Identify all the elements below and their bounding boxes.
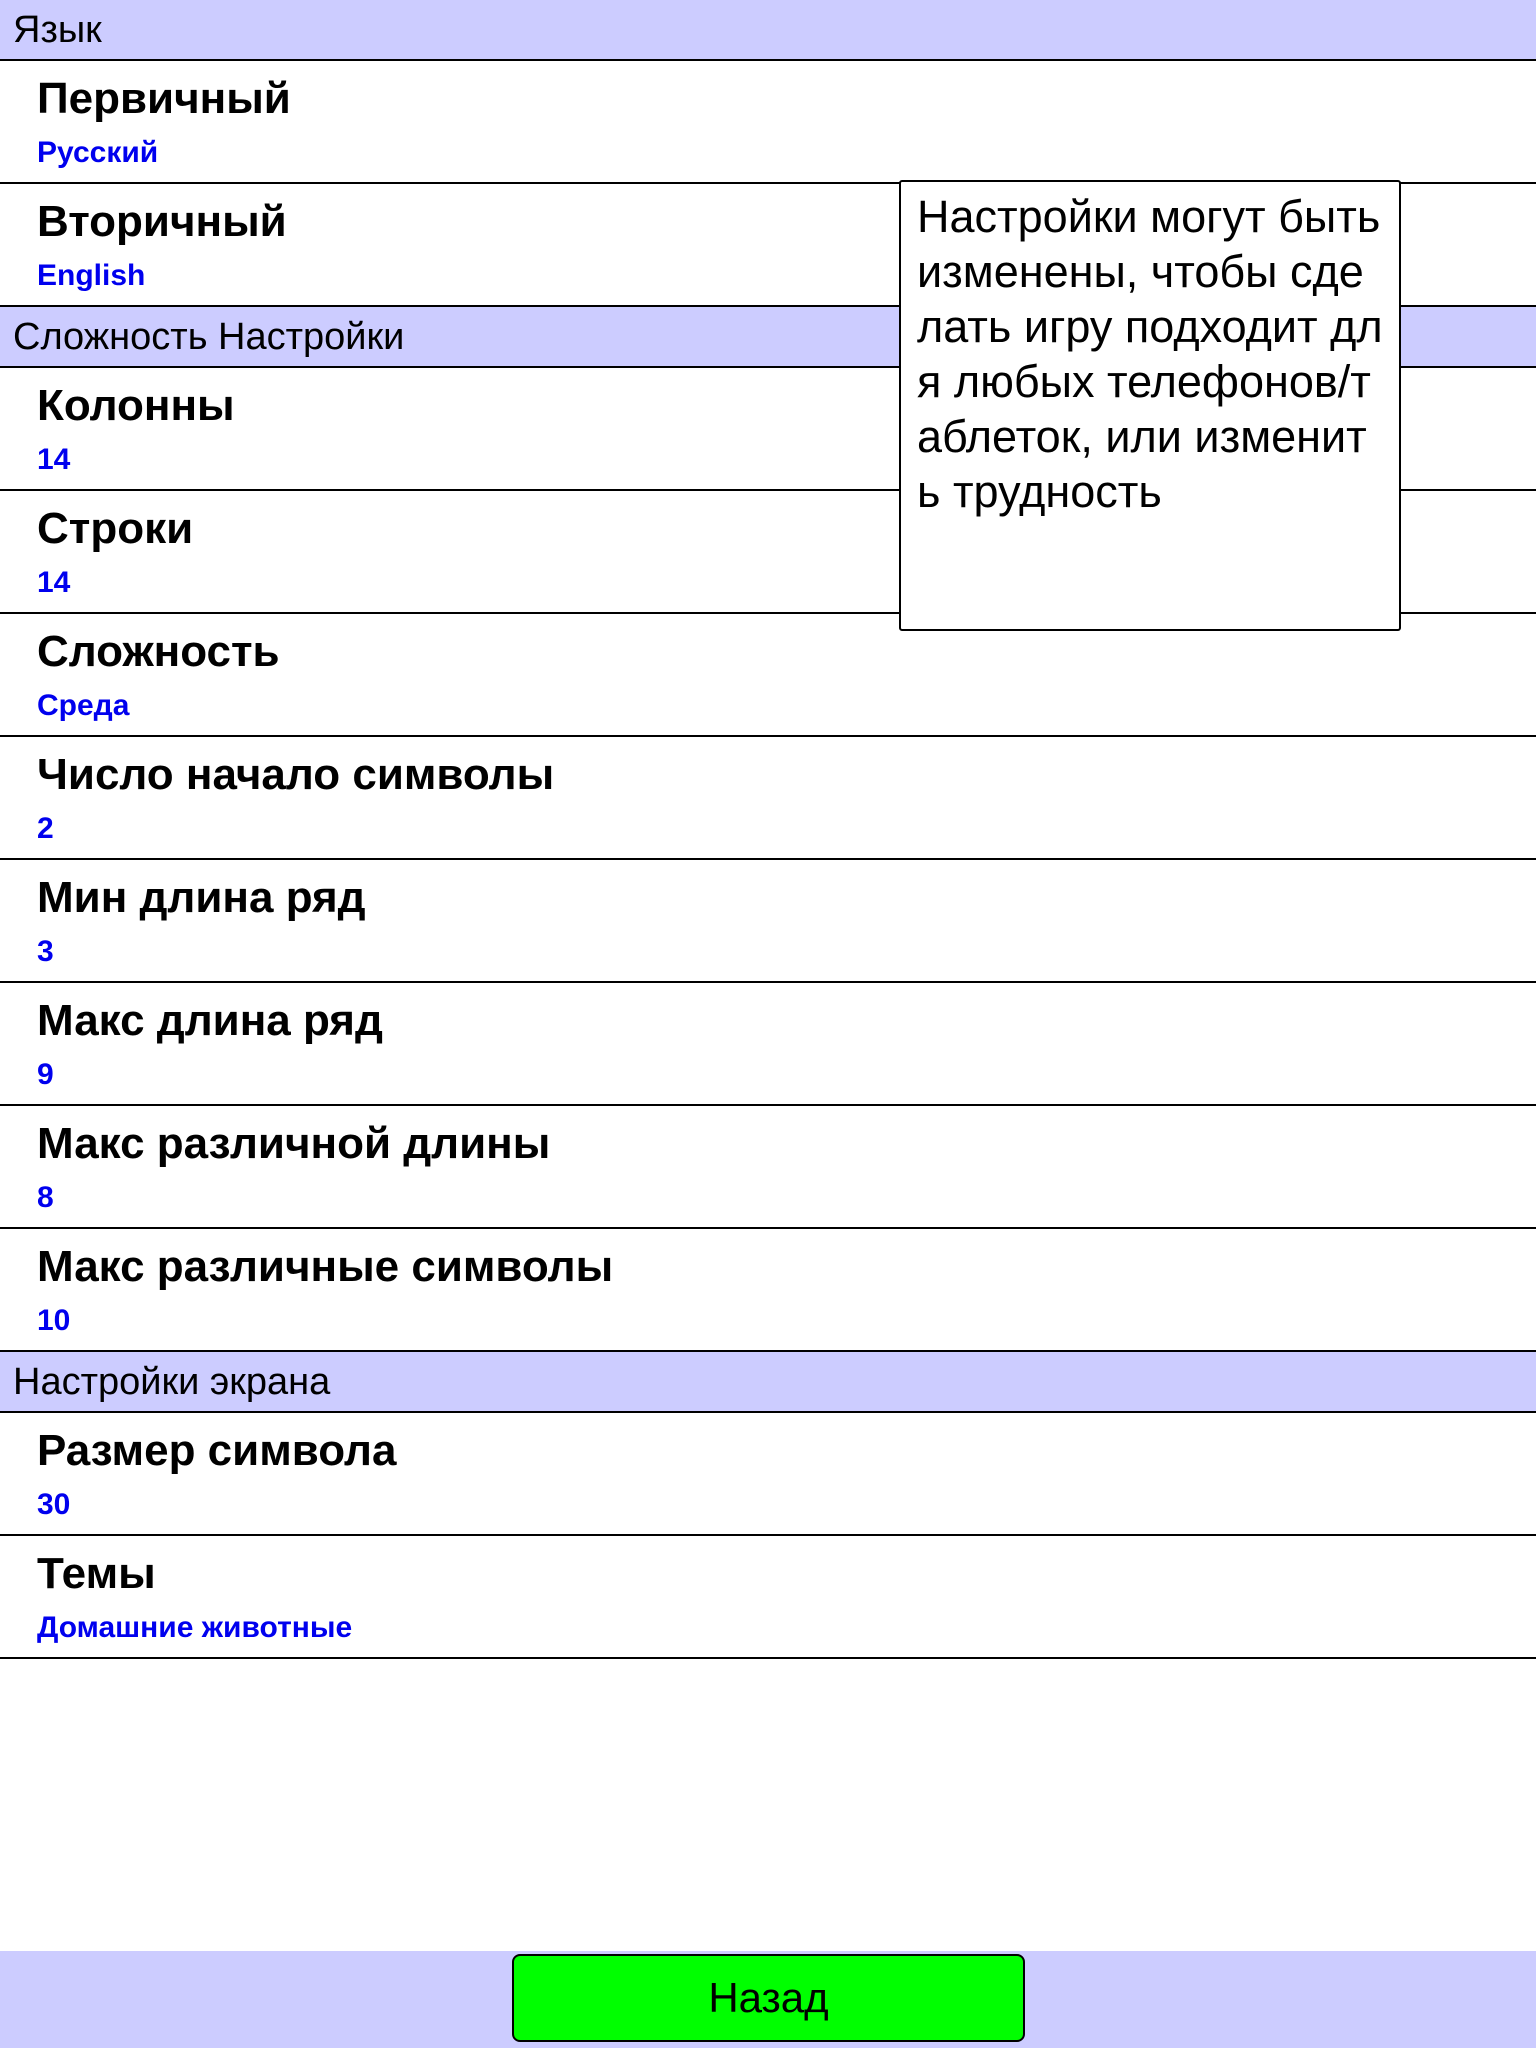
setting-value: Русский	[37, 136, 159, 169]
setting-value: 14	[37, 566, 71, 599]
setting-max-distinct-symbols[interactable]	[0, 1229, 1536, 1352]
setting-value: 3	[37, 935, 54, 968]
setting-title: Темы	[37, 1549, 156, 1598]
back-button[interactable]: Назад	[512, 1954, 1025, 2042]
setting-title: Строки	[37, 504, 194, 553]
setting-title: Первичный	[37, 74, 291, 123]
setting-value: 8	[37, 1181, 54, 1214]
section-header-screen: Настройки экрана	[0, 1352, 1536, 1413]
setting-title: Колонны	[37, 381, 235, 430]
setting-title: Мин длина ряд	[37, 873, 366, 922]
section-header-difficulty: Сложность Настройки	[0, 307, 1536, 368]
bottom-bar	[0, 1951, 1536, 2048]
setting-title: Макс различной длины	[37, 1119, 551, 1168]
setting-title: Число начало символы	[37, 750, 555, 799]
setting-max-row-length[interactable]	[0, 983, 1536, 1106]
setting-value: 10	[37, 1304, 71, 1337]
setting-title: Размер символа	[37, 1426, 397, 1475]
setting-value: 2	[37, 812, 54, 845]
setting-max-distinct-lengths[interactable]	[0, 1106, 1536, 1229]
setting-title: Макс длина ряд	[37, 996, 383, 1045]
section-header-language: Язык	[0, 0, 1536, 61]
setting-theme[interactable]	[0, 1536, 1536, 1659]
setting-title: Сложность	[37, 627, 280, 676]
setting-value: Домашние животные	[37, 1611, 353, 1644]
setting-value: 14	[37, 443, 71, 476]
setting-value: 30	[37, 1488, 71, 1521]
setting-title: Вторичный	[37, 197, 287, 246]
setting-value: 9	[37, 1058, 54, 1091]
setting-primary-language[interactable]	[0, 61, 1536, 184]
help-tooltip: Настройки могут быть изменены, чтобы сделать игру подходит для любых телефонов/таблеток, или изменить трудность	[899, 180, 1401, 631]
setting-min-row-length[interactable]	[0, 860, 1536, 983]
setting-difficulty[interactable]	[0, 614, 1536, 737]
setting-value: English	[37, 259, 146, 292]
setting-value: Среда	[37, 689, 130, 722]
setting-start-symbols[interactable]	[0, 737, 1536, 860]
setting-title: Макс различные символы	[37, 1242, 614, 1291]
setting-symbol-size[interactable]	[0, 1413, 1536, 1536]
